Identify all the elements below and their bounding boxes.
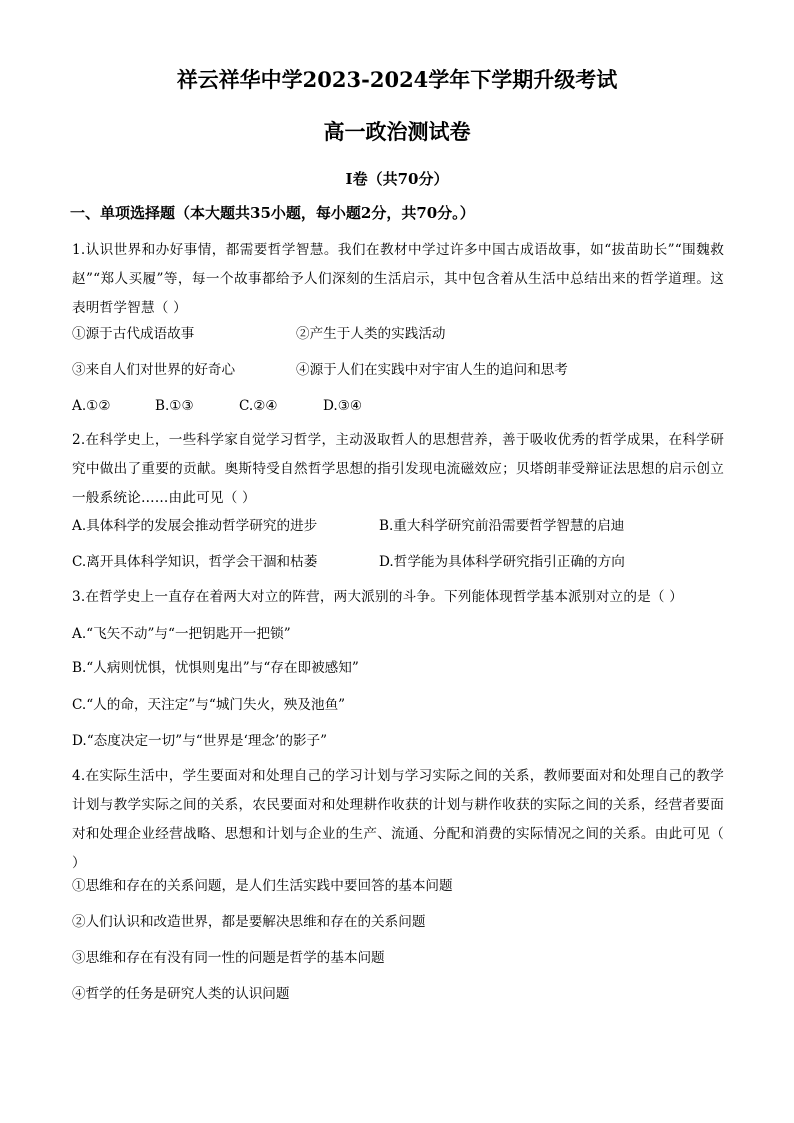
question-1-option-c: C.②④ bbox=[239, 398, 278, 414]
question-3-stem: 3.在哲学史上一直存在着两大对立的阵营，两大派别的斗争。下列能体现哲学基本派别对立的是（ ） bbox=[72, 589, 684, 605]
question-4-stem: 4.在实际生活中，学生要面对和处理自己的学习计划与学习实际之间的关系，教师要面对和处理自己的教学计划与教学实际之间的关系，农民要面对和处理耕作收获的计划与耕作收获的实际之间的关系，经营者要面对和处理企业经营战略、思想和计划与企业的生产、流通、分配和消费的实际情况之间的关系。由此可见（ ） bbox=[72, 768, 724, 871]
question-1-statement-1: ①源于古代成语故事 bbox=[72, 326, 195, 342]
question-2-option-b: B.重大科学研究前沿需要哲学智慧的启迪 bbox=[379, 518, 625, 534]
part-heading: Ⅰ卷（共70分） bbox=[345, 170, 449, 188]
question-4-statement-2: ②人们认识和改造世界，都是要解决思维和存在的关系问题 bbox=[72, 914, 426, 930]
exam-subtitle: 高一政治测试卷 bbox=[323, 119, 471, 144]
exam-title: 祥云祥华中学2023-2024学年下学期升级考试 bbox=[176, 67, 618, 92]
question-1-statement-4: ④源于人们在实践中对宇宙人生的追问和思考 bbox=[296, 362, 568, 378]
question-2-stem: 2.在科学史上，一些科学家自觉学习哲学，主动汲取哲人的思想营养，善于吸收优秀的哲学成果，在科学研究中做出了重要的贡献。奥斯特受自然哲学思想的指引发现电流磁效应；贝塔朗菲受辩证法思想的启示创立一般系统论……由此可见（ ） bbox=[72, 432, 724, 506]
question-1-stem: 1.认识世界和办好事情，都需要哲学智慧。我们在教材中学过许多中国古成语故事，如“拔苗助长”“围魏救赵”“郑人买履”等，每一个故事都给予人们深刻的生活启示，其中包含着从生活中总结出来的哲学道理。这表明哲学智慧（ ） bbox=[72, 242, 724, 316]
section-heading: 一、单项选择题（本大题共35小题，每小题2分，共70分。） bbox=[70, 204, 475, 222]
question-1-option-b: B.①③ bbox=[155, 398, 194, 414]
question-2-option-d: D.哲学能为具体科学研究指引正确的方向 bbox=[379, 554, 625, 570]
question-2-option-c: C.离开具体科学知识，哲学会干涸和枯萎 bbox=[72, 554, 318, 570]
question-3-option-c: C.“人的命，天注定”与“城门失火，殃及池鱼” bbox=[72, 697, 346, 713]
question-2-option-a: A.具体科学的发展会推动哲学研究的进步 bbox=[72, 518, 318, 534]
question-3-option-d: D.“态度决定一切”与“世界是‘理念’的影子” bbox=[72, 733, 328, 749]
question-1-statement-2: ②产生于人类的实践活动 bbox=[296, 326, 446, 342]
question-1-option-a: A.①② bbox=[72, 398, 111, 414]
question-4-statement-1: ①思维和存在的关系问题，是人们生活实践中要回答的基本问题 bbox=[72, 878, 453, 894]
question-3-option-a: A.“飞矢不动”与“一把钥匙开一把锁” bbox=[72, 626, 291, 642]
question-4-statement-4: ④哲学的任务是研究人类的认识问题 bbox=[72, 986, 290, 1002]
question-4-statement-3: ③思维和存在有没有同一性的问题是哲学的基本问题 bbox=[72, 950, 385, 966]
question-3-option-b: B.“人病则忧惧，忧惧则鬼出”与“存在即被感知” bbox=[72, 660, 359, 676]
question-1-option-d: D.③④ bbox=[323, 398, 363, 414]
question-1-statement-3: ③来自人们对世界的好奇心 bbox=[72, 362, 236, 378]
